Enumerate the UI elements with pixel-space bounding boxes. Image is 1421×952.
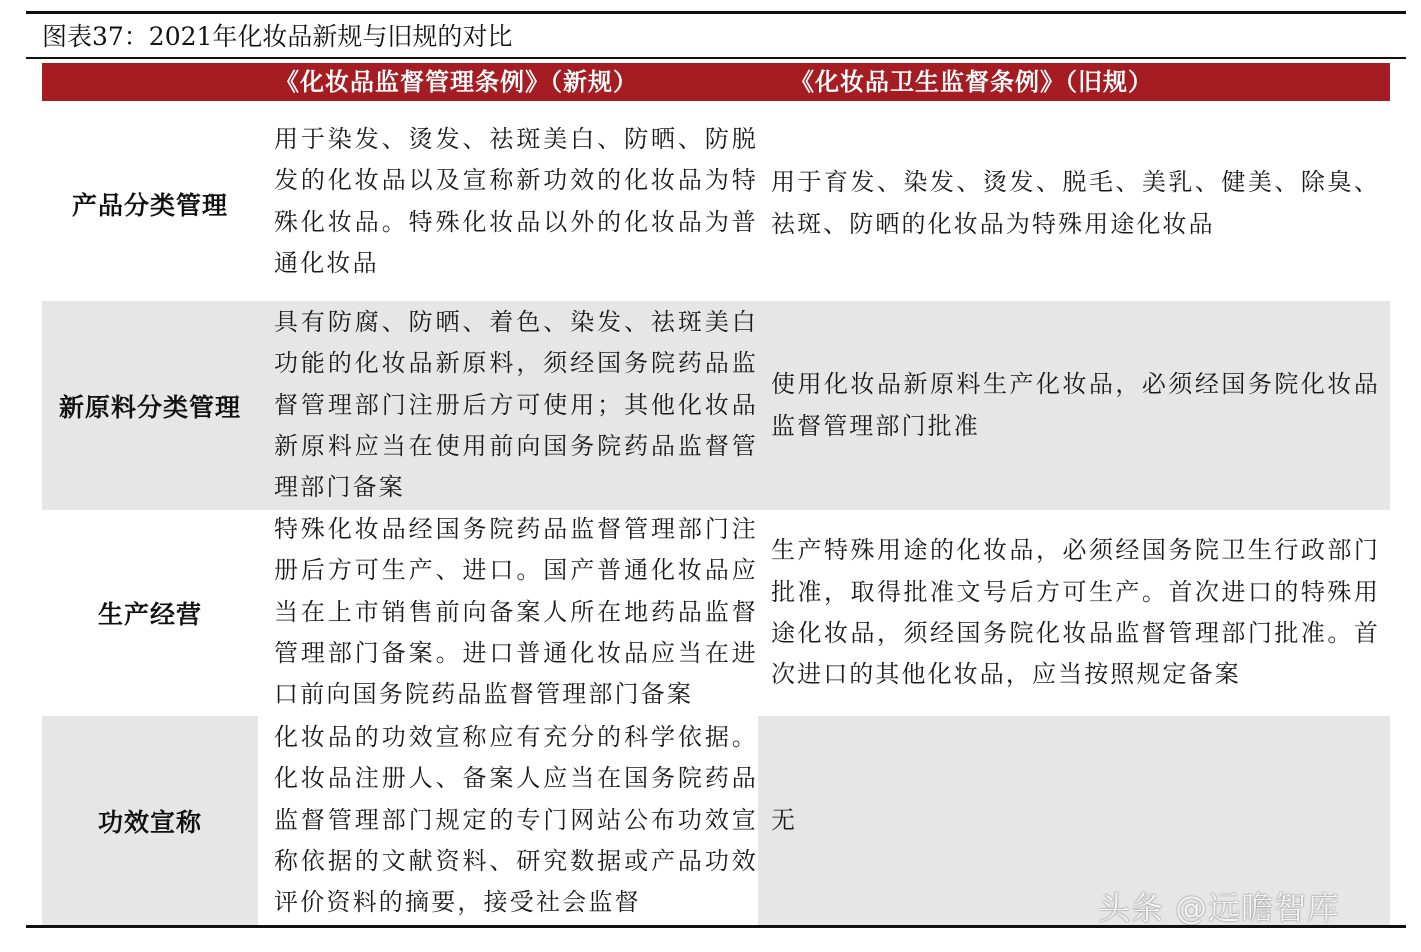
table-caption: 图表37：2021年化妆品新规与旧规的对比	[42, 22, 513, 51]
source-watermark: 头条 @远瞻智库	[1098, 889, 1341, 927]
table-row-product-classification	[42, 113, 1390, 294]
new-regulation-text: 化妆品的功效宣称应有充分的科学依据。化妆品注册人、备案人应当在国务院药品监督管理部门规定的专门网站公布功效宣称依据的文献资料、研究数据或产品功效评价资料的摘要，接受社会监督	[274, 723, 758, 917]
old-regulation-text: 生产特殊用途的化妆品，必须经国务院卫生行政部门批准，取得批准文号后方可生产。首次进口的特殊用途化妆品，须经国务院化妆品监督管理部门批准。首次进口的其他化妆品，应当按照规定备案	[771, 536, 1380, 689]
old-regulation-cell	[771, 113, 1380, 294]
table-header	[42, 63, 1390, 101]
old-regulation-text: 用于育发、染发、烫发、脱毛、美乳、健美、除臭、祛斑、防晒的化妆品为特殊用途化妆品	[771, 168, 1380, 238]
row-label: 功效宣称	[97, 807, 202, 837]
row-label: 新原料分类管理	[58, 392, 241, 422]
table-row-production-operation	[42, 510, 1390, 716]
new-regulation-text: 具有防腐、防晒、着色、染发、祛斑美白功能的化妆品新原料，须经国务院药品监督管理部门注册后方可使用；其他化妆品新原料应当在使用前向国务院药品监督管理部门备案	[274, 308, 758, 502]
row-label: 产品分类管理	[71, 190, 228, 220]
new-regulation-cell	[258, 716, 758, 925]
new-regulation-text: 用于染发、烫发、祛斑美白、防晒、防脱发的化妆品以及宣称新功效的化妆品为特殊化妆品。特殊化妆品以外的化妆品为普通化妆品	[274, 125, 758, 277]
new-regulation-cell	[258, 301, 758, 510]
top-rule	[26, 11, 1406, 14]
old-regulation-text: 无	[771, 805, 798, 834]
new-regulation-text: 特殊化妆品经国务院药品监督管理部门注册后方可生产、进口。国产普通化妆品应当在上市销售前向备案人所在地药品监督管理部门备案。进口普通化妆品应当在进口前向国务院药品监督管理部门备案	[274, 515, 758, 709]
table-row-new-materials	[42, 301, 1390, 510]
row-label: 生产经营	[97, 600, 202, 629]
new-regulation-cell	[258, 113, 758, 294]
old-regulation-cell	[771, 301, 1380, 510]
new-regulation-cell	[258, 510, 758, 716]
header-old-regulation: 《化妆品卫生监督条例》（旧规）	[790, 67, 1153, 96]
old-regulation-text: 使用化妆品新原料生产化妆品，必须经国务院化妆品监督管理部门批准	[771, 370, 1380, 440]
caption-rule	[26, 57, 1406, 59]
header-new-regulation: 《化妆品监督管理条例》（新规）	[275, 67, 638, 96]
old-regulation-cell	[771, 510, 1380, 716]
